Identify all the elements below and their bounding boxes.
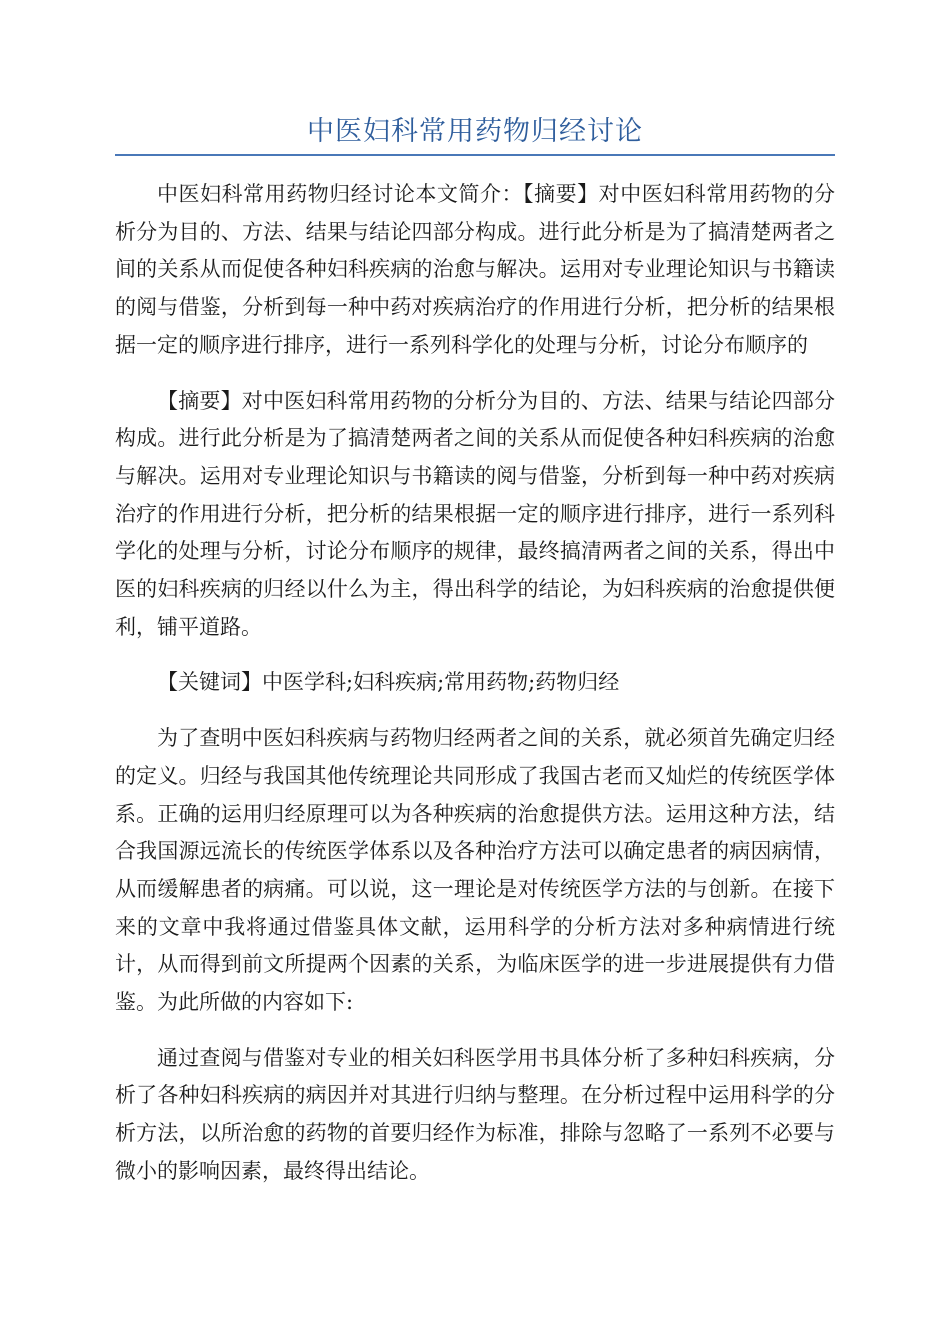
body-paragraph-1: 为了查明中医妇科疾病与药物归经两者之间的关系，就必须首先确定归经的定义。归经与我国其他传统理论共同形成了我国古老而又灿烂的传统医学体系。正确的运用归经原理可以为各种疾病的治愈提供方法。运用这种方法，结合我国源远流长的传统医学体系以及各种治疗方法可以确定患者的病因病情，从而缓解患者的病痛。可以说，这一理论是对传统医学方法的与创新。在接下来的文章中我将通过借鉴具体文献，运用科学的分析方法对多种病情进行统计，从而得到前文所提两个因素的关系，为临床医学的进一步进展提供有力借鉴。为此所做的内容如下: <box>115 726 835 1015</box>
intro-paragraph: 中医妇科常用药物归经讨论本文简介：【摘要】对中医妇科常用药物的分析分为目的、方法、结果与结论四部分构成。进行此分析是为了搞清楚两者之间的关系从而促使各种妇科疾病的治愈与解决。运用对专业理论知识与书籍读的阅与借鉴，分析到每一种中药对疾病治疗的作用进行分析，把分析的结果根据一定的顺序进行排序，进行一系列科学化的处理与分析，讨论分布顺序的 <box>115 182 835 357</box>
document-title: 中医妇科常用药物归经讨论 <box>307 116 643 147</box>
abstract-paragraph: 【摘要】对中医妇科常用药物的分析分为目的、方法、结果与结论四部分构成。进行此分析是为了搞清楚两者之间的关系从而促使各种妇科疾病的治愈与解决。运用对专业理论知识与书籍读的阅与借鉴，分析到每一种中药对疾病治疗的作用进行分析，把分析的结果根据一定的顺序进行排序，进行一系列科学化的处理与分析，讨论分布顺序的规律，最终搞清两者之间的关系，得出中医的妇科疾病的归经以什么为主，得出科学的结论，为妇科疾病的治愈提供便利，铺平道路。 <box>115 388 835 639</box>
document-body <box>115 176 835 1209</box>
keywords-paragraph: 【关键词】中医学科;妇科疾病;常用药物;药物归经 <box>157 670 620 695</box>
title-underline <box>115 154 835 156</box>
body-paragraph-2: 通过查阅与借鉴对专业的相关妇科医学用书具体分析了多种妇科疾病，分析了各种妇科疾病的病因并对其进行归纳与整理。在分析过程中运用科学的分析方法，以所治愈的药物的首要归经作为标准，排除与忽略了一系列不必要与微小的影响因素，最终得出结论。 <box>115 1045 835 1183</box>
